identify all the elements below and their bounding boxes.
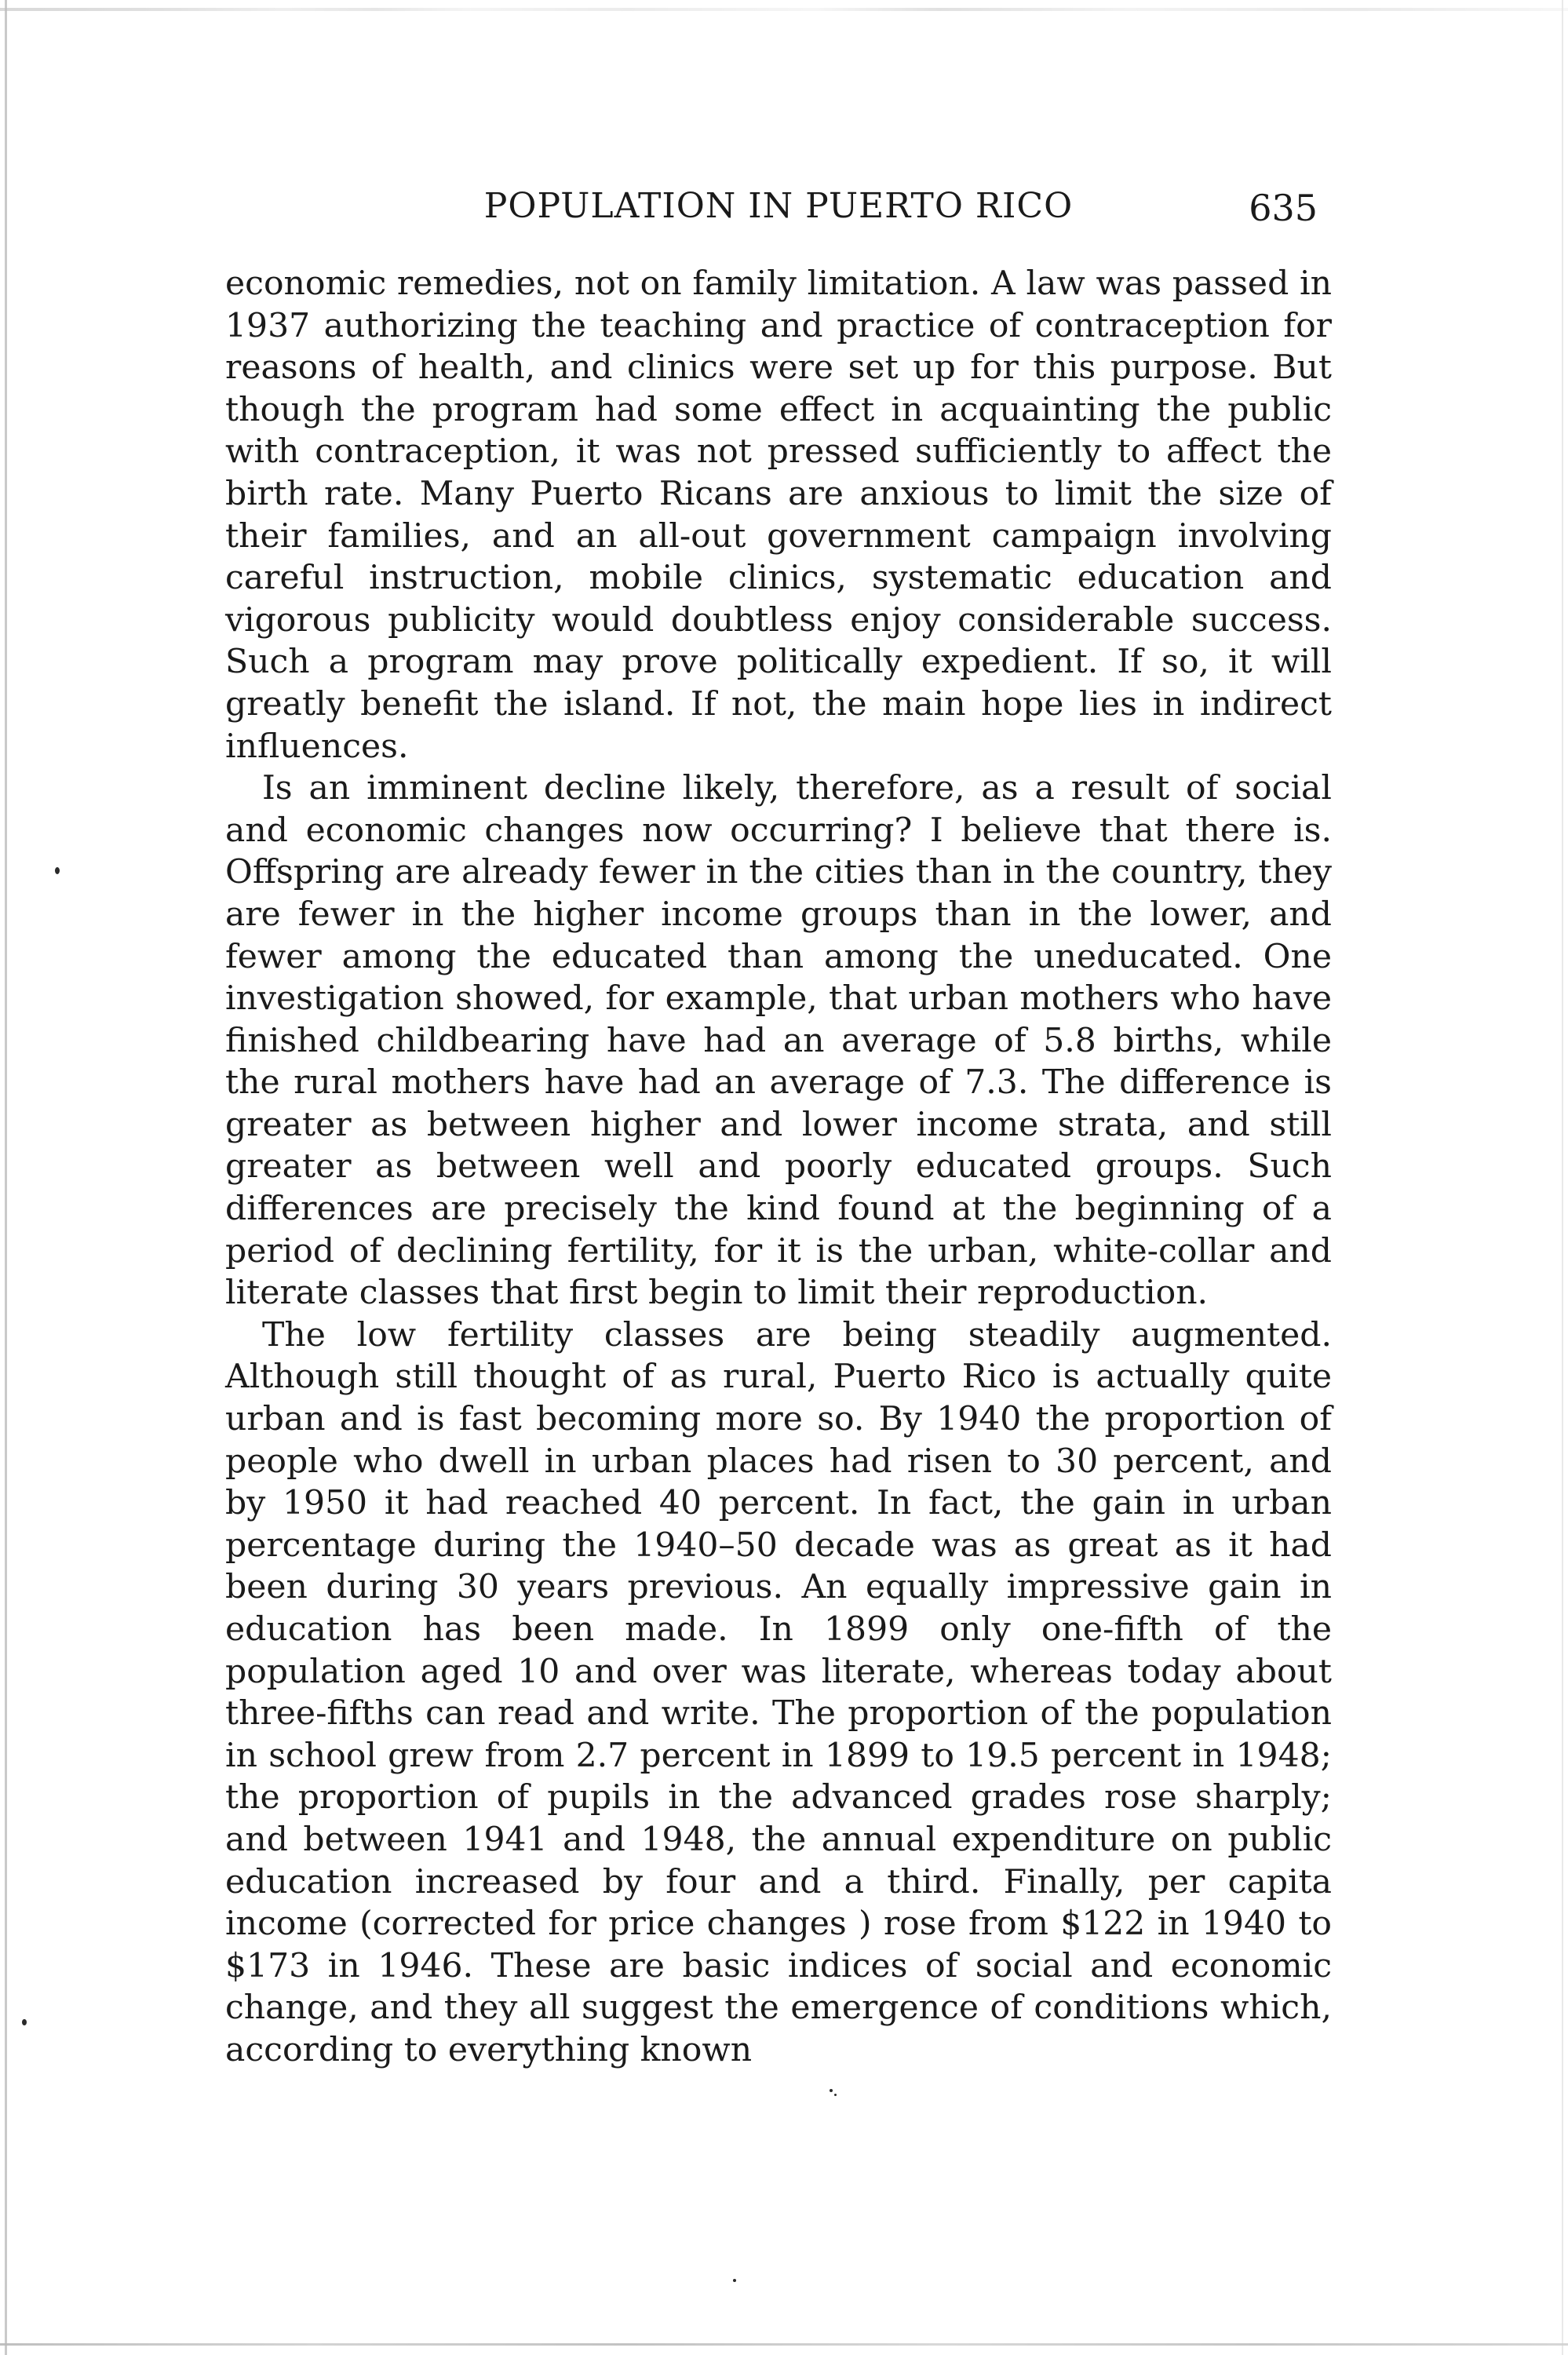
- scan-top-edge: [0, 8, 1568, 11]
- scan-speck: [830, 2089, 833, 2092]
- scan-speck: [55, 867, 60, 874]
- scan-speck: [834, 2094, 837, 2096]
- paragraph: Is an imminent decline likely, therefore, as a result of social and economic changes now occurring? I believe that there is. Offspring are already fewer in the cities than in the country, they are fewer in the higher income groups than in the lower, and fewer among the educated than among the uneducated. One investigation showed, for example, that urban mothers who have finished childbearing have had an average of 5.8 births, while the rural mothers have had an average of 7.3. The difference is greater as between higher and lower income strata, and still greater as between well and poorly educated groups. Such differences are precisely the kind found at the beginning of a period of declining fertility, for it is the urban, white-collar and literate classes that first begin to limit their reproduction.: [225, 769, 1332, 1313]
- scan-speck: [22, 2019, 27, 2025]
- body-text: [225, 263, 1332, 2072]
- scan-bottom-edge: [0, 2343, 1568, 2346]
- running-head: [225, 179, 1332, 234]
- scan-left-edge: [5, 0, 7, 2355]
- paragraph: economic remedies, not on family limitation. A law was passed in 1937 authorizing the teaching and practice of contraception for reasons of health, and clinics were set up for this purpose. But though the program had some effect in acquainting the public with contraception, it was not pressed sufficiently to affect the birth rate. Many Puerto Ricans are anxious to limit the size of their families, and an all-out government campaign involving careful instruction, mobile clinics, systematic education and vigorous publicity would doubtless enjoy considerable success. Such a program may prove politically expedient. If so, it will greatly benefit the island. If not, the main hope lies in indirect influences.: [225, 264, 1332, 766]
- scan-right-edge: [1562, 0, 1563, 2355]
- running-title: POPULATION IN PUERTO RICO: [483, 186, 1074, 226]
- paragraph: The low fertility classes are being steadily augmented. Although still thought of as rural, Puerto Rico is actually quite urban and is fast becoming more so. By 1940 the proportion of people who dwell in urban places had risen to 30 percent, and by 1950 it had reached 40 percent. In fact, the gain in urban percentage during the 1940–50 decade was as great as it had been during 30 years previous. An equally impressive gain in education has been made. In 1899 only one-fifth of the population aged 10 and over was literate, whereas today about three-fifths can read and write. The proportion of the population in school grew from 2.7 percent in 1899 to 19.5 percent in 1948; the proportion of pupils in the advanced grades rose sharply; and between 1941 and 1948, the annual expenditure on public education increased by four and a third. Finally, per capita income (corrected for price changes ) rose from $122 in 1940 to $173 in 1946. These are basic indices of social and economic change, and they all suggest the emergence of conditions which, according to everything known: [225, 1315, 1332, 2069]
- scan-speck: [733, 2279, 736, 2282]
- page-number: 635: [1249, 187, 1318, 229]
